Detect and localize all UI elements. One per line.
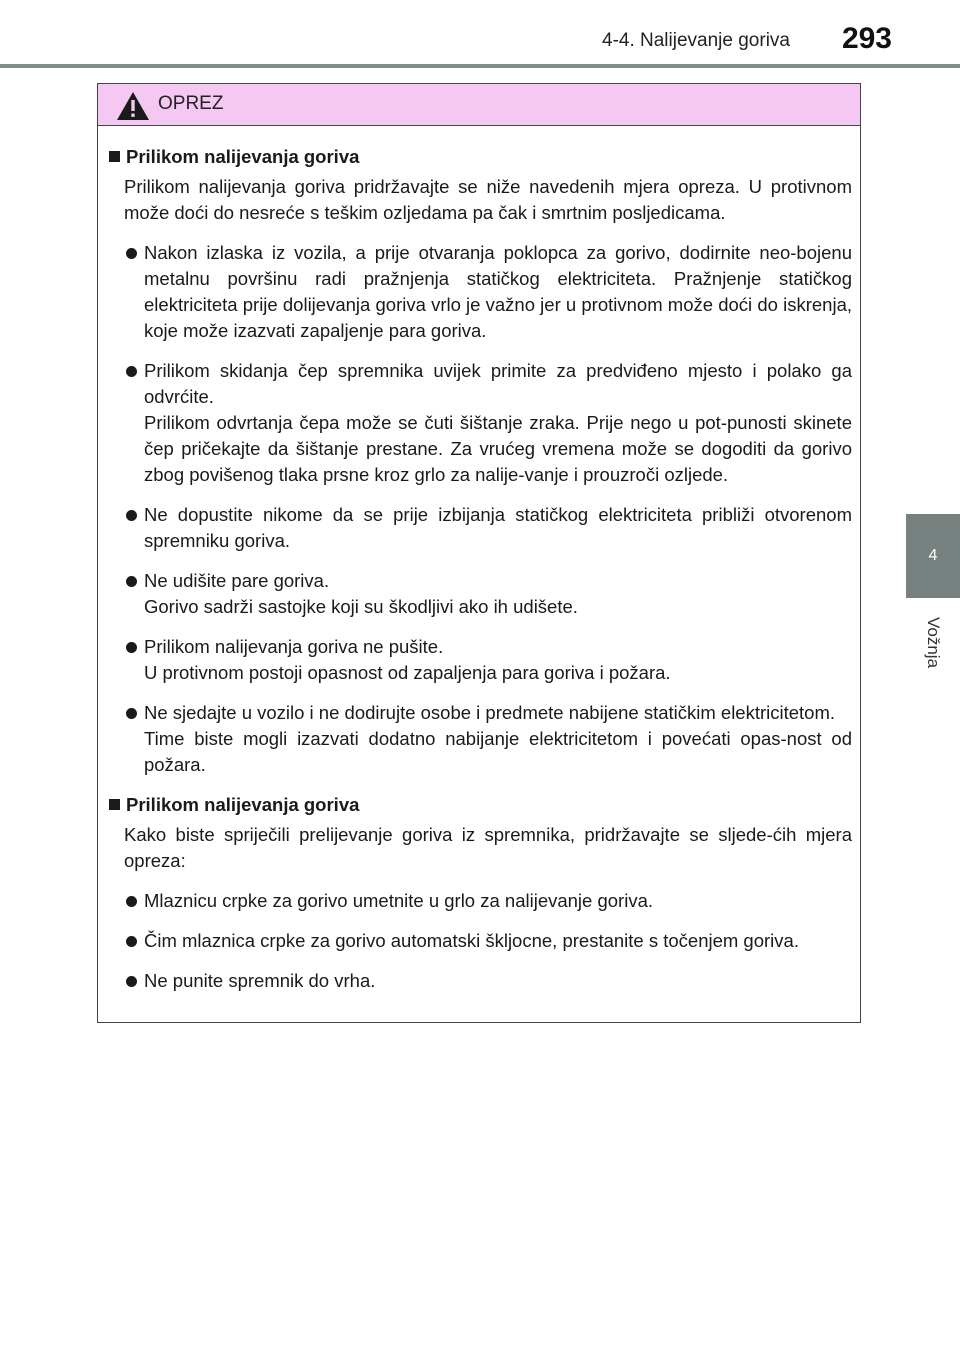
bullet-item [108,634,852,686]
bullet-text: Ne sjedajte u vozilo i ne dodirujte osobe i predmete nabijene statičkim elektricitetom. [144,702,836,723]
section-heading [108,792,852,818]
bullet-text: Prilikom nalijevanja goriva ne pušite. [144,636,444,657]
bullet-text: Gorivo sadrži sastojke koji su škodljivi ako ih udišete. [144,596,578,617]
bullet-item [108,502,852,554]
round-bullet-icon [126,976,137,987]
round-bullet-icon [126,708,137,719]
bullet-text: Ne dopustite nikome da se prije izbijanja statičkog elektriciteta približi otvorenom spremniku goriva. [144,504,852,551]
bullet-item [108,928,852,954]
chapter-tab: 4 [906,514,960,598]
square-bullet-icon [109,799,120,810]
chapter-label-container [906,598,960,688]
bullet-item [108,568,852,620]
round-bullet-icon [126,936,137,947]
section-intro: Prilikom nalijevanja goriva pridržavajte se niže navedenih mjera opreza. U protivnom može doći do nesreće s teškim ozljedama pa čak i smrtnim posljedicama. [124,176,852,223]
caution-header [98,84,860,126]
page-number: 293 [841,22,892,55]
bullet-text: Prilikom odvrtanja čepa može se čuti šištanje zraka. Prije nego u pot-punosti skinete čep pričekajte da šištanje prestane. Za vrućeg vremena može se dogoditi da gorivo zbog povišenog tlaka prsne kroz grlo za nalije-vanje i prouzroči ozljede. [144,412,852,485]
chapter-label: Vožnja [924,617,943,669]
bullet-text: Ne punite spremnik do vrha. [144,970,376,991]
bullet-item [108,358,852,488]
bullet-text: Ne udišite pare goriva. [144,570,330,591]
round-bullet-icon [126,576,137,587]
bullet-text: Nakon izlaska iz vozila, a prije otvaranja poklopca za gorivo, dodirnite neo-bojenu metalnu površinu radi pražnjenja statičkog elektriciteta. Pražnjenje statičkog elektriciteta prije dolijevanja goriva vrlo je važno jer u protivnom može doći do iskrenja, koje može izazvati zapaljenje para goriva. [144,242,852,341]
square-bullet-icon [109,151,120,162]
section-title: 4-4. Nalijevanje goriva [602,30,790,51]
round-bullet-icon [126,366,137,377]
round-bullet-icon [126,642,137,653]
section-intro: Kako biste spriječili prelijevanje goriva iz spremnika, pridržavajte se sljede-ćih mjera opreza: [124,824,852,871]
warning-triangle-icon [116,91,150,121]
bullet-text: Mlaznicu crpke za gorivo umetnite u grlo za nalijevanje goriva. [144,890,654,911]
page-header [0,0,960,70]
bullet-text: Čim mlaznica crpke za gorivo automatski škljocne, prestanite s točenjem goriva. [144,930,799,951]
bullet-text: Time biste mogli izazvati dodatno nabijanje elektricitetom i povećati opas-nost od požara. [144,728,852,775]
round-bullet-icon [126,248,137,259]
round-bullet-icon [126,510,137,521]
bullet-item [108,240,852,344]
caution-title: OPREZ [158,93,224,114]
bullet-text: U protivnom postoji opasnost od zapaljenja para goriva i požara. [144,662,671,683]
caution-body [98,126,860,994]
bullet-item [108,888,852,914]
bullet-item [108,968,852,994]
header-rule [0,64,960,68]
round-bullet-icon [126,896,137,907]
bullet-item [108,700,852,778]
section-heading-text: Prilikom nalijevanja goriva [126,146,360,167]
section-heading [108,144,852,170]
caution-box [97,83,861,1023]
section-heading-text: Prilikom nalijevanja goriva [126,794,360,815]
bullet-text: Prilikom skidanja čep spremnika uvijek primite za predviđeno mjesto i polako ga odvrćite. [144,360,852,407]
